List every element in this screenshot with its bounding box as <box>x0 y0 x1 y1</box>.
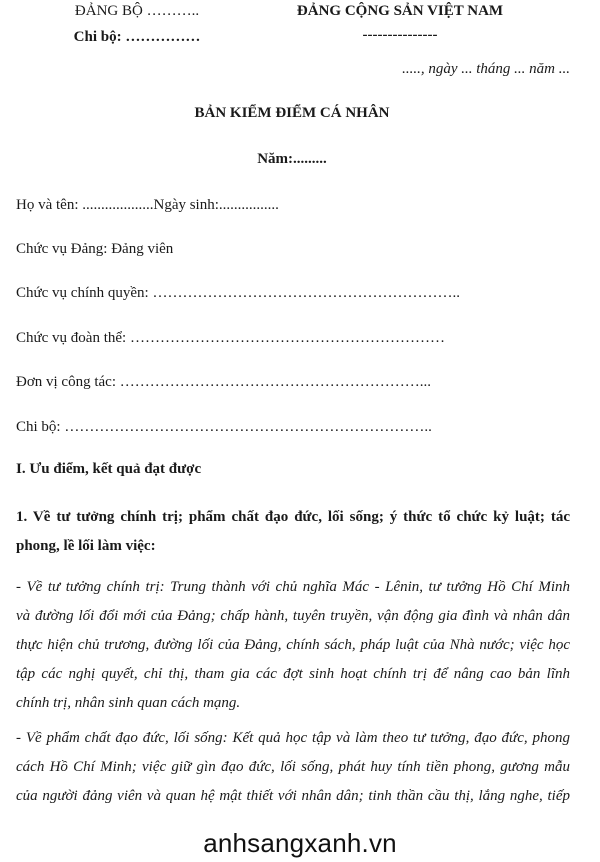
moral-lifestyle-paragraph <box>16 724 570 811</box>
political-ideology-paragraph <box>16 573 570 718</box>
paragraph-line: chính trị, nhân sinh quan cách mạng. <box>16 695 241 711</box>
heading-divider: --------------- <box>362 27 438 43</box>
party-cell-field: Chi bộ: ……………………………………………………………….. <box>16 419 432 435</box>
paragraph-line: của người đảng viên và quan hệ mật thiết với nhân dân; tinh thần cầu thị, lắng nghe, tiếp <box>16 788 570 804</box>
sub-heading-line: 1. Về tư tưởng chính trị; phẩm chất đạo đức, lối sống; ý thức tổ chức kỷ luật; tác <box>16 509 570 525</box>
party-cell-label: Chi bộ: …………… <box>73 29 201 45</box>
union-position-field: Chức vụ đoàn thể: ……………………………………………………… <box>16 330 445 346</box>
party-position-field: Chức vụ Đảng: Đảng viên <box>16 241 174 257</box>
date-line: ....., ngày ... tháng ... năm ... <box>402 61 570 77</box>
paragraph-line: và đường lối đổi mới của Đảng; chấp hành, tuyên truyền, vận động gia đình và nhân dân <box>16 608 570 624</box>
paragraph-line: cách Hồ Chí Minh; việc giữ gìn đạo đức, lối sống, phát huy tính tiền phong, gương mẫu <box>16 759 570 775</box>
party-name-heading: ĐẢNG CỘNG SẢN VIỆT NAM <box>296 3 504 19</box>
paragraph-line: thực hiện chủ trương, đường lối của Đảng, chính sách, pháp luật của Nhà nước; việc học <box>16 637 570 653</box>
document-title: BẢN KIỂM ĐIỂM CÁ NHÂN <box>194 105 390 121</box>
work-unit-field: Đơn vị công tác: ……………………………………………………... <box>16 374 431 390</box>
site-watermark: anhsangxanh.vn <box>203 828 397 858</box>
gov-position-field: Chức vụ chính quyền: …………………………………………………….. <box>16 285 460 301</box>
year-line: Năm:......... <box>257 151 327 167</box>
party-committee-label: ĐẢNG BỘ ……….. <box>74 3 200 19</box>
paragraph-line: - Về phẩm chất đạo đức, lối sống: Kết quả học tập và làm theo tư tưởng, đạo đức, phong <box>16 730 570 746</box>
paragraph-line: tập các nghị quyết, chỉ thị, tham gia các đợt sinh hoạt chính trị để nâng cao bản lĩnh <box>16 666 570 682</box>
sub-heading-line: phong, lề lối làm việc: <box>16 538 156 554</box>
name-birth-field: Họ và tên: ...................Ngày sinh:................ <box>16 197 279 213</box>
section-heading: I. Ưu điểm, kết quả đạt được <box>16 461 202 477</box>
sub-heading-1 <box>16 503 570 561</box>
paragraph-line: - Về tư tưởng chính trị: Trung thành với chủ nghĩa Mác - Lênin, tư tưởng Hồ Chí Minh <box>16 579 570 595</box>
